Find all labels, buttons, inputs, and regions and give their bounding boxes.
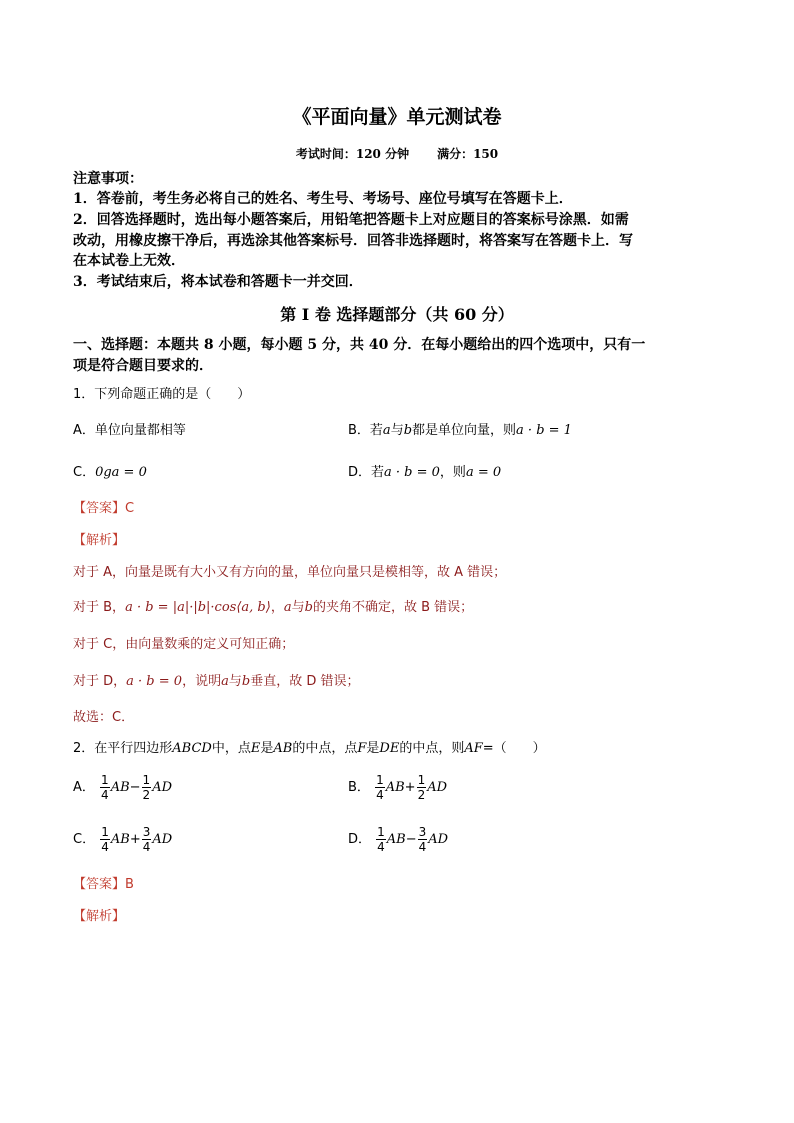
exam-time: 考试时间：120 分钟	[295, 147, 410, 161]
q1-explanation-a: 对于 A，向量是既有大小又有方向的量，单位向量只是模相等，故 A 错误；	[73, 565, 507, 580]
page-title: 《平面向量》单元测试卷	[292, 106, 502, 128]
q2-stem-vector-af: AF	[464, 741, 483, 756]
q1-option-d-formula-2: a = 0	[465, 465, 502, 480]
q1-answer: 【答案】C	[73, 501, 135, 516]
q1-option-b: B．若a与b都是单位向量，则a · b = 1	[348, 423, 572, 438]
exam-info	[0, 145, 794, 162]
notice-heading: 注意事项：	[73, 171, 143, 187]
q1-option-c: C．0ga = 0	[73, 465, 147, 480]
notice-line-2a: 2．回答选择题时，选出每小题答案后，用铅笔把答题卡上对应题目的答案标号涂黑．如需	[73, 212, 629, 228]
section-instruction-b: 项是符合题目要求的．	[73, 358, 213, 374]
section-instruction-a: 一、选择题：本题共 8 小题，每小题 5 分，共 40 分．在每小题给出的四个选项中，只有一	[73, 337, 646, 353]
notice-line-2b: 改动，用橡皮擦干净后，再选涂其他答案标号．回答非选择题时，将答案写在答题卡上．写	[73, 233, 633, 249]
q1-explanation-d-formula: a · b = 0	[126, 674, 183, 689]
q1-stem: 1．下列命题正确的是（ ）	[73, 387, 251, 402]
q2-option-d: D． $\frac{1}{4}$ AB− $\frac{3}{4}$ AD	[348, 825, 449, 854]
notice-line-1: 1．答卷前，考生务必将自己的姓名、考生号、考场号、座位号填写在答题卡上．	[73, 191, 573, 207]
q1-analysis-label: 【解析】	[73, 533, 126, 548]
q2-option-a: A． $\frac{1}{4}$ AB− $\frac{1}{2}$ AD	[73, 773, 172, 802]
q1-explanation-b: 对于 B，a · b = |a|·|b|·cos⟨a, b⟩，a与b的夹角不确定，故 B 错误；	[73, 600, 474, 615]
q2-analysis-label: 【解析】	[73, 909, 126, 924]
q2-stem: 2．在平行四边形ABCD中，点E是AB的中点，点F是DE的中点，则AF=（ ）	[73, 741, 546, 756]
q1-option-d: D．若a · b = 0，则a = 0	[348, 465, 502, 480]
notice-line-3: 3．考试结束后，将本试卷和答题卡一并交回．	[73, 274, 363, 290]
q1-explanation-b-formula: a · b = |a|·|b|·cos⟨a, b⟩	[125, 600, 271, 615]
q2-answer: 【答案】B	[73, 877, 134, 892]
q1-option-c-formula: 0ga = 0	[95, 465, 147, 480]
q2-option-b: B． $\frac{1}{4}$ AB+ $\frac{1}{2}$ AD	[348, 773, 448, 802]
q1-option-a: A．单位向量都相等	[73, 423, 186, 438]
q2-option-c: C． $\frac{1}{4}$ AB+ $\frac{3}{4}$ AD	[73, 825, 173, 854]
q1-explanation-d: 对于 D，a · b = 0，说明a与b垂直，故 D 错误；	[73, 674, 360, 689]
q1-conclusion: 故选：C．	[73, 710, 135, 725]
section-title: 第 I 卷 选择题部分（共 60 分）	[280, 305, 514, 324]
q1-explanation-c: 对于 C，由向量数乘的定义可知正确；	[73, 637, 295, 652]
exam-score: 满分：150	[437, 147, 499, 161]
notice-line-2c: 在本试卷上无效．	[73, 253, 185, 269]
q1-option-b-formula: a · b = 1	[516, 423, 572, 438]
q1-option-d-formula-1: a · b = 0	[384, 465, 440, 480]
